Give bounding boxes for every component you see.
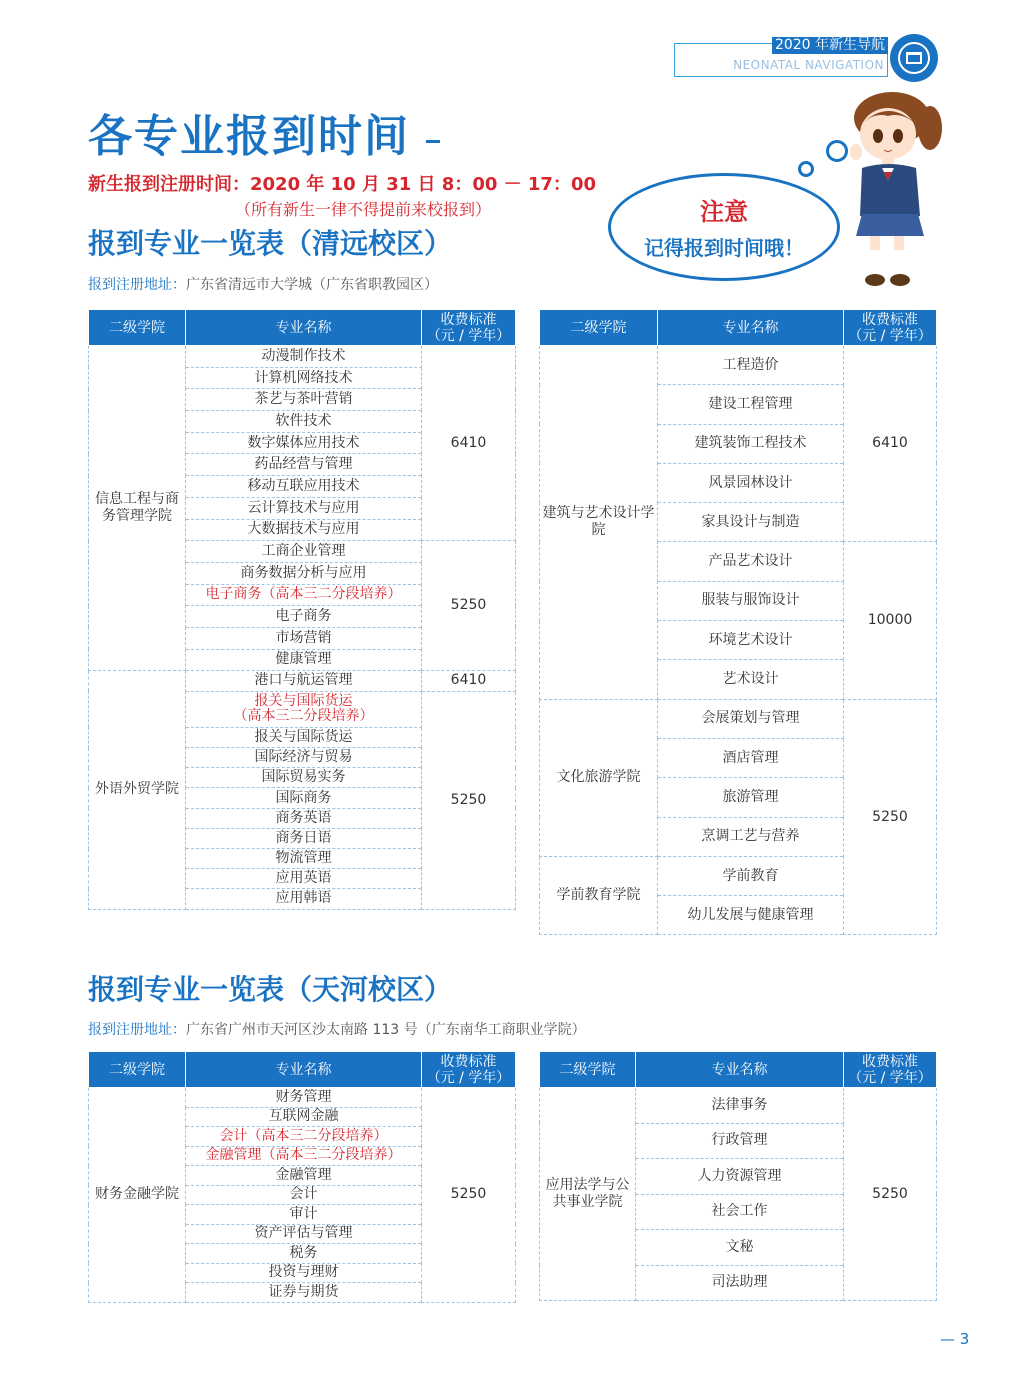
major-name: 酒店管理: [722, 749, 779, 766]
college-cell: 外语外贸学院: [89, 671, 186, 909]
major-name: 电子商务（高本三二分段培养）: [205, 586, 402, 603]
major-name: 软件技术: [275, 412, 332, 429]
major-cell: [636, 1088, 844, 1124]
major-cell: [658, 699, 844, 738]
major-name: 港口与航运管理: [254, 672, 353, 689]
major-cell: [186, 649, 422, 671]
registration-note: （所有新生一律不得提前来校报到）: [235, 200, 492, 219]
major-cell: [186, 808, 422, 828]
major-cell: [186, 748, 422, 768]
major-name: 市场营销: [275, 629, 332, 646]
major-cell: [186, 497, 422, 519]
major-name: 茶艺与茶叶营销: [254, 391, 353, 408]
major-cell: [186, 541, 422, 563]
major-name: 健康管理: [275, 651, 332, 668]
college-cell: 建筑与艺术设计学院: [540, 346, 658, 700]
major-cell: [658, 385, 844, 424]
college-cell: 应用法学与公共事业学院: [540, 1088, 636, 1301]
fee-cell: 5250: [422, 541, 516, 671]
fee-cell: 5250: [844, 1088, 937, 1301]
major-cell: [186, 346, 422, 368]
major-cell: [186, 606, 422, 628]
major-cell: [658, 660, 844, 699]
major-cell: [186, 1166, 422, 1186]
major-name: 国际贸易实务: [261, 769, 346, 786]
major-name-note: （高本三二分段培养）: [233, 708, 374, 725]
major-name: 学前教育: [722, 867, 779, 884]
major-name: 投资与理财: [268, 1264, 339, 1281]
registration-time: 新生报到注册时间：2020 年 10 月 31 日 8：00 － 17：00: [88, 174, 596, 195]
header-major: 专业名称: [186, 1052, 422, 1088]
major-cell: [186, 1205, 422, 1225]
major-name: 环境艺术设计: [708, 631, 793, 648]
cartoon-girl-illustration: [832, 88, 944, 293]
major-cell: [186, 889, 422, 909]
table-header-row: [89, 310, 516, 346]
major-name: 应用韩语: [275, 890, 332, 907]
major-name: 人力资源管理: [697, 1167, 782, 1184]
major-cell: [658, 621, 844, 660]
major-cell: [186, 1107, 422, 1127]
major-name: 商务英语: [275, 809, 332, 826]
major-cell: [658, 346, 844, 385]
header-english-label: NEONATAL NAVIGATION: [733, 58, 884, 72]
major-cell: [636, 1159, 844, 1195]
major-cell: [186, 1185, 422, 1205]
table-tianhe-right: [539, 1051, 937, 1301]
major-name: 会展策划与管理: [701, 710, 800, 727]
address-label: 报到注册地址：: [88, 1022, 186, 1038]
notice-text: 记得报到时间哦！: [644, 236, 804, 260]
school-logo-icon: [890, 34, 938, 82]
college-cell: 信息工程与商务管理学院: [89, 346, 186, 671]
major-cell: [658, 738, 844, 777]
major-name: 家具设计与制造: [701, 513, 800, 530]
major-name: 报关与国际货运: [254, 693, 353, 710]
major-cell: [186, 849, 422, 869]
major-name: 服装与服饰设计: [701, 592, 800, 609]
header-college: 二级学院: [540, 1052, 636, 1088]
fee-cell: 6410: [844, 346, 937, 542]
address-text: 广东省清远市大学城（广东省职教园区）: [186, 277, 438, 293]
major-name: 商务数据分析与应用: [240, 564, 367, 581]
fee-cell: 5250: [422, 691, 516, 909]
major-name: 商务日语: [275, 829, 332, 846]
major-cell: [186, 869, 422, 889]
major-cell: [186, 1244, 422, 1264]
major-cell: [658, 896, 844, 935]
fee-cell: 10000: [844, 542, 937, 699]
header-fee-line1: 收费标准: [862, 311, 918, 328]
header-college: 二级学院: [89, 310, 186, 346]
major-cell: [186, 367, 422, 389]
table-header-row: [540, 1052, 937, 1088]
table-row: [540, 1088, 937, 1124]
major-name: 旅游管理: [722, 788, 779, 805]
section-title-qingyuan: 报到专业一览表（清远校区）: [88, 227, 453, 260]
major-name: 行政管理: [711, 1132, 768, 1149]
major-name: 财务管理: [275, 1088, 332, 1105]
header-major: 专业名称: [658, 310, 844, 346]
major-name: 药品经营与管理: [254, 456, 353, 473]
major-cell: [658, 463, 844, 502]
college-cell: 文化旅游学院: [540, 699, 658, 856]
major-cell: [186, 1127, 422, 1147]
header-fee-line2: （元 / 学年）: [848, 1069, 932, 1086]
header-major: 专业名称: [186, 310, 422, 346]
major-cell: [658, 581, 844, 620]
major-name: 审计: [289, 1205, 318, 1222]
major-name: 建筑装饰工程技术: [694, 435, 807, 452]
notice-bubble: [608, 173, 840, 281]
fee-cell: 5250: [422, 1088, 516, 1303]
major-name: 工程造价: [722, 356, 779, 373]
table-header-row: [89, 1052, 516, 1088]
fee-cell: 6410: [422, 671, 516, 691]
major-name: 产品艺术设计: [708, 553, 793, 570]
major-name: 大数据技术与应用: [247, 521, 360, 538]
major-cell: [186, 727, 422, 747]
table-row: [540, 346, 937, 385]
major-cell: [186, 454, 422, 476]
major-name: 烹调工艺与营养: [701, 828, 800, 845]
header-fee-line1: 收费标准: [440, 1053, 497, 1070]
major-cell: [636, 1265, 844, 1301]
major-cell: [186, 519, 422, 541]
major-cell: [186, 1088, 422, 1108]
major-name: 计算机网络技术: [254, 369, 353, 386]
major-cell: [186, 584, 422, 606]
major-name: 报关与国际货运: [254, 728, 353, 745]
major-name: 资产评估与管理: [254, 1225, 353, 1242]
major-name: 建设工程管理: [708, 395, 793, 412]
major-name: 金融管理: [275, 1166, 332, 1183]
major-cell: [658, 778, 844, 817]
college-cell: 财务金融学院: [89, 1088, 186, 1303]
major-cell: [636, 1194, 844, 1230]
major-name: 移动互联应用技术: [247, 477, 360, 494]
major-cell: [186, 1146, 422, 1166]
major-cell: [186, 432, 422, 454]
major-name: 互联网金融: [268, 1108, 339, 1125]
page-title: 各专业报到时间: [88, 111, 410, 162]
fee-cell: 6410: [422, 346, 516, 541]
header-college: 二级学院: [540, 310, 658, 346]
address-text: 广东省广州市天河区沙太南路 113 号（广东南华工商职业学院）: [186, 1022, 586, 1038]
header-fee-line1: 收费标准: [862, 1053, 918, 1070]
major-cell: [186, 627, 422, 649]
header-fee-line2: （元 / 学年）: [426, 327, 511, 344]
major-name: 电子商务: [275, 608, 332, 625]
table-row: [89, 346, 516, 368]
major-name: 国际经济与贸易: [254, 749, 353, 766]
table-header-row: [540, 310, 937, 346]
major-name: 动漫制作技术: [261, 347, 346, 364]
major-name: 国际商务: [275, 789, 332, 806]
major-name: 司法助理: [711, 1274, 768, 1291]
table-row: [89, 671, 516, 691]
fee-cell: 5250: [844, 699, 937, 935]
major-cell: [636, 1230, 844, 1266]
address-tianhe: [88, 1019, 586, 1039]
major-name: 法律事务: [711, 1096, 768, 1113]
bubble-dot-small: [798, 161, 814, 177]
major-name: 幼儿发展与健康管理: [687, 906, 814, 923]
college-cell: 学前教育学院: [540, 856, 658, 935]
address-label: 报到注册地址：: [88, 277, 186, 293]
major-name: 工商企业管理: [261, 543, 346, 560]
address-qingyuan: [88, 274, 438, 294]
major-cell: [658, 542, 844, 581]
major-cell: [186, 1224, 422, 1244]
major-name: 艺术设计: [722, 671, 779, 688]
major-name: 会计（高本三二分段培养）: [219, 1127, 388, 1144]
major-cell: [186, 768, 422, 788]
table-row: [89, 1088, 516, 1108]
major-name: 物流管理: [275, 850, 332, 867]
major-name: 应用英语: [275, 870, 332, 887]
major-name: 社会工作: [711, 1203, 768, 1220]
header-fee-line2: （元 / 学年）: [848, 327, 932, 344]
header-college: 二级学院: [89, 1052, 186, 1088]
major-cell: [636, 1123, 844, 1159]
major-name: 金融管理（高本三二分段培养）: [205, 1147, 402, 1164]
table-tianhe-left: [88, 1051, 516, 1303]
major-cell: [186, 411, 422, 433]
major-cell: [186, 828, 422, 848]
header-fee-line1: 收费标准: [440, 311, 497, 328]
header-year-label: 2020 年新生导航: [772, 37, 888, 54]
major-cell: [186, 562, 422, 584]
header-fee: [844, 1052, 937, 1088]
major-cell: [186, 1263, 422, 1283]
header-fee: [422, 310, 516, 346]
major-cell: [186, 1283, 422, 1303]
table-qingyuan-right: [539, 309, 937, 935]
major-cell: [186, 389, 422, 411]
major-cell: [658, 424, 844, 463]
major-cell: [658, 817, 844, 856]
major-name: 文秘: [725, 1238, 754, 1255]
major-cell: [186, 476, 422, 498]
table-qingyuan-left: [88, 309, 516, 910]
header-fee: [422, 1052, 516, 1088]
major-cell: [658, 856, 844, 895]
title-underscore: [426, 140, 440, 143]
major-name: 证券与期货: [268, 1283, 339, 1300]
major-name: 云计算技术与应用: [247, 499, 360, 516]
major-name: 数字媒体应用技术: [247, 434, 360, 451]
table-row: [540, 699, 937, 738]
major-name: 会计: [289, 1186, 318, 1203]
header-major: 专业名称: [636, 1052, 844, 1088]
major-cell: [658, 503, 844, 542]
header-fee: [844, 310, 937, 346]
header-fee-line2: （元 / 学年）: [426, 1069, 511, 1086]
notice-title: 注意: [700, 198, 748, 226]
major-cell: [186, 671, 422, 691]
section-title-tianhe: 报到专业一览表（天河校区）: [88, 973, 453, 1006]
major-cell: [186, 788, 422, 808]
page-number: — 3: [940, 1330, 970, 1348]
major-cell: [186, 691, 422, 727]
major-name: 风景园林设计: [708, 474, 793, 491]
major-name: 税务: [289, 1244, 318, 1261]
